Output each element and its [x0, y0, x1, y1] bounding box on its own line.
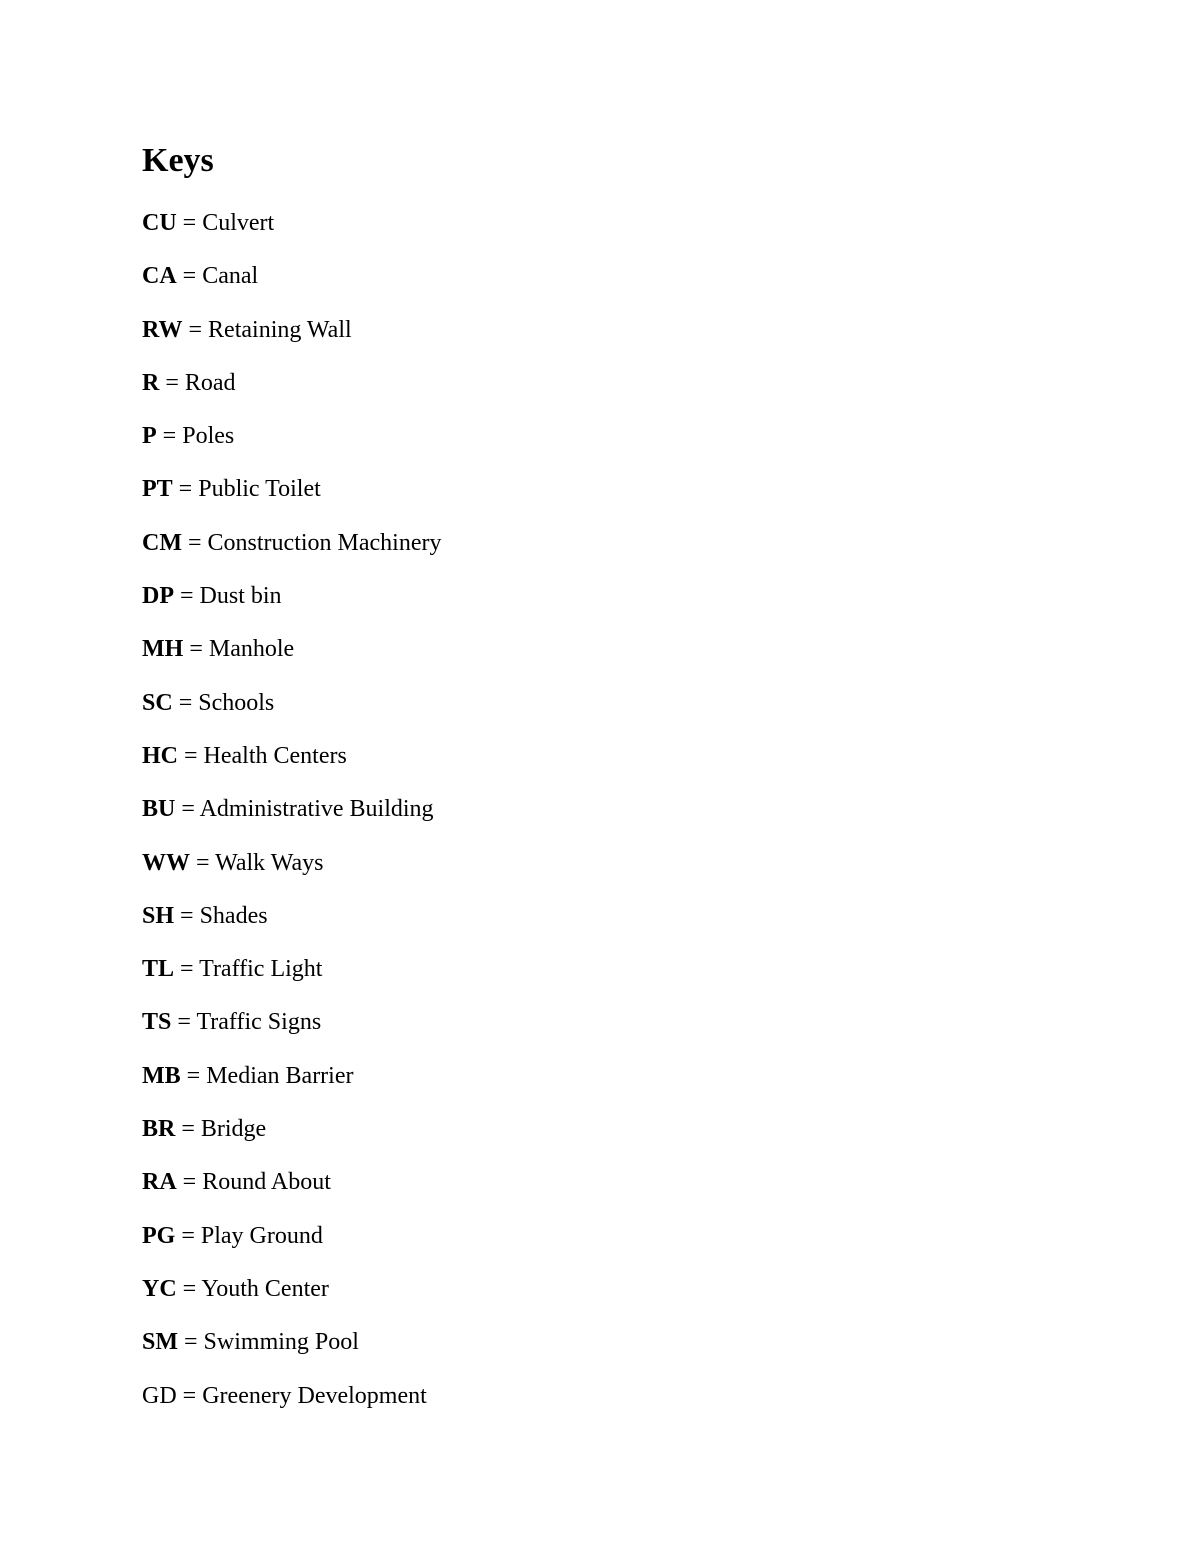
key-meaning: Shades: [199, 902, 268, 929]
key-meaning: Public Toilet: [198, 476, 321, 503]
key-item: [142, 1271, 441, 1324]
key-meaning: Culvert: [202, 210, 275, 236]
key-separator: =: [176, 210, 203, 236]
page-title: Keys: [142, 142, 214, 179]
key-item: [142, 898, 441, 951]
key-code: PG: [142, 1222, 176, 1249]
key-code: SC: [142, 689, 173, 716]
key-item: [142, 1111, 441, 1164]
key-code: SH: [142, 902, 175, 929]
key-item: [142, 791, 441, 844]
key-separator: =: [172, 476, 199, 503]
key-separator: =: [174, 902, 200, 929]
key-separator: =: [175, 1116, 201, 1143]
key-code: P: [142, 423, 157, 450]
key-separator: =: [175, 1222, 201, 1249]
key-code: CM: [142, 529, 182, 556]
key-code: R: [142, 369, 160, 396]
key-meaning: Construction Machinery: [207, 529, 442, 556]
key-code: MH: [142, 636, 184, 663]
key-separator: =: [176, 263, 203, 290]
key-item: [142, 312, 441, 365]
key-separator: =: [176, 1275, 202, 1302]
key-meaning: Manhole: [208, 636, 295, 663]
key-code: RW: [142, 316, 183, 343]
key-item: [142, 1324, 441, 1377]
key-meaning: Dust bin: [199, 583, 282, 610]
key-separator: =: [178, 742, 204, 769]
keys-list: [142, 205, 441, 1431]
key-code: MB: [142, 1062, 181, 1089]
key-item: [142, 1218, 441, 1271]
key-separator: =: [174, 583, 200, 610]
key-item: [142, 525, 441, 578]
key-meaning: Bridge: [200, 1116, 267, 1143]
key-code: BU: [142, 796, 176, 823]
key-code: DP: [142, 583, 174, 610]
key-code: RA: [142, 1169, 177, 1196]
key-code: TS: [142, 1009, 172, 1036]
key-meaning: Traffic Signs: [196, 1009, 322, 1036]
key-meaning: Traffic Light: [199, 956, 323, 983]
key-code: HC: [142, 742, 178, 769]
key-item: [142, 951, 441, 1004]
key-meaning: Greenery Development: [202, 1382, 427, 1409]
key-separator: =: [183, 636, 209, 663]
key-item: [142, 845, 441, 898]
key-code: WW: [142, 849, 190, 876]
key-item: [142, 471, 441, 524]
key-item: [142, 578, 441, 631]
key-item: [142, 1058, 441, 1111]
key-code: YC: [142, 1275, 177, 1302]
key-separator: =: [180, 1062, 207, 1089]
key-separator: =: [182, 316, 209, 343]
key-meaning: Play Ground: [200, 1222, 323, 1249]
key-item: [142, 258, 441, 311]
key-separator: =: [175, 796, 200, 823]
key-meaning: Swimming Pool: [203, 1329, 359, 1356]
key-meaning: Health Centers: [203, 742, 347, 769]
key-code: CA: [142, 263, 177, 290]
key-separator: =: [178, 1329, 204, 1356]
key-code: SM: [142, 1329, 178, 1356]
key-code: BR: [142, 1116, 176, 1143]
key-item: [142, 1004, 441, 1057]
key-code: GD: [142, 1382, 177, 1409]
key-item: [142, 1378, 441, 1431]
key-item: [142, 365, 441, 418]
key-separator: =: [172, 689, 199, 716]
key-item: [142, 738, 441, 791]
key-separator: =: [190, 849, 216, 876]
key-separator: =: [156, 423, 183, 450]
key-separator: =: [174, 956, 200, 983]
key-separator: =: [181, 529, 208, 556]
key-meaning: Retaining Wall: [208, 316, 352, 343]
key-separator: =: [176, 1169, 203, 1196]
key-item: [142, 205, 441, 258]
key-separator: =: [176, 1382, 203, 1409]
key-item: [142, 631, 441, 684]
key-meaning: Road: [184, 369, 236, 396]
key-item: [142, 418, 441, 471]
key-meaning: Youth Center: [201, 1275, 329, 1302]
key-code: PT: [142, 476, 173, 503]
key-item: [142, 685, 441, 738]
key-code: TL: [142, 956, 175, 983]
key-separator: =: [171, 1009, 197, 1036]
key-meaning: Poles: [182, 423, 235, 450]
key-item: [142, 1164, 441, 1217]
key-meaning: Schools: [198, 689, 275, 716]
key-meaning: Median Barrier: [206, 1062, 354, 1089]
key-separator: =: [159, 369, 185, 396]
key-meaning: Walk Ways: [215, 849, 324, 876]
key-meaning: Administrative Building: [199, 796, 434, 823]
key-code: CU: [142, 210, 177, 236]
key-meaning: Canal: [202, 263, 259, 290]
key-meaning: Round About: [202, 1169, 331, 1196]
